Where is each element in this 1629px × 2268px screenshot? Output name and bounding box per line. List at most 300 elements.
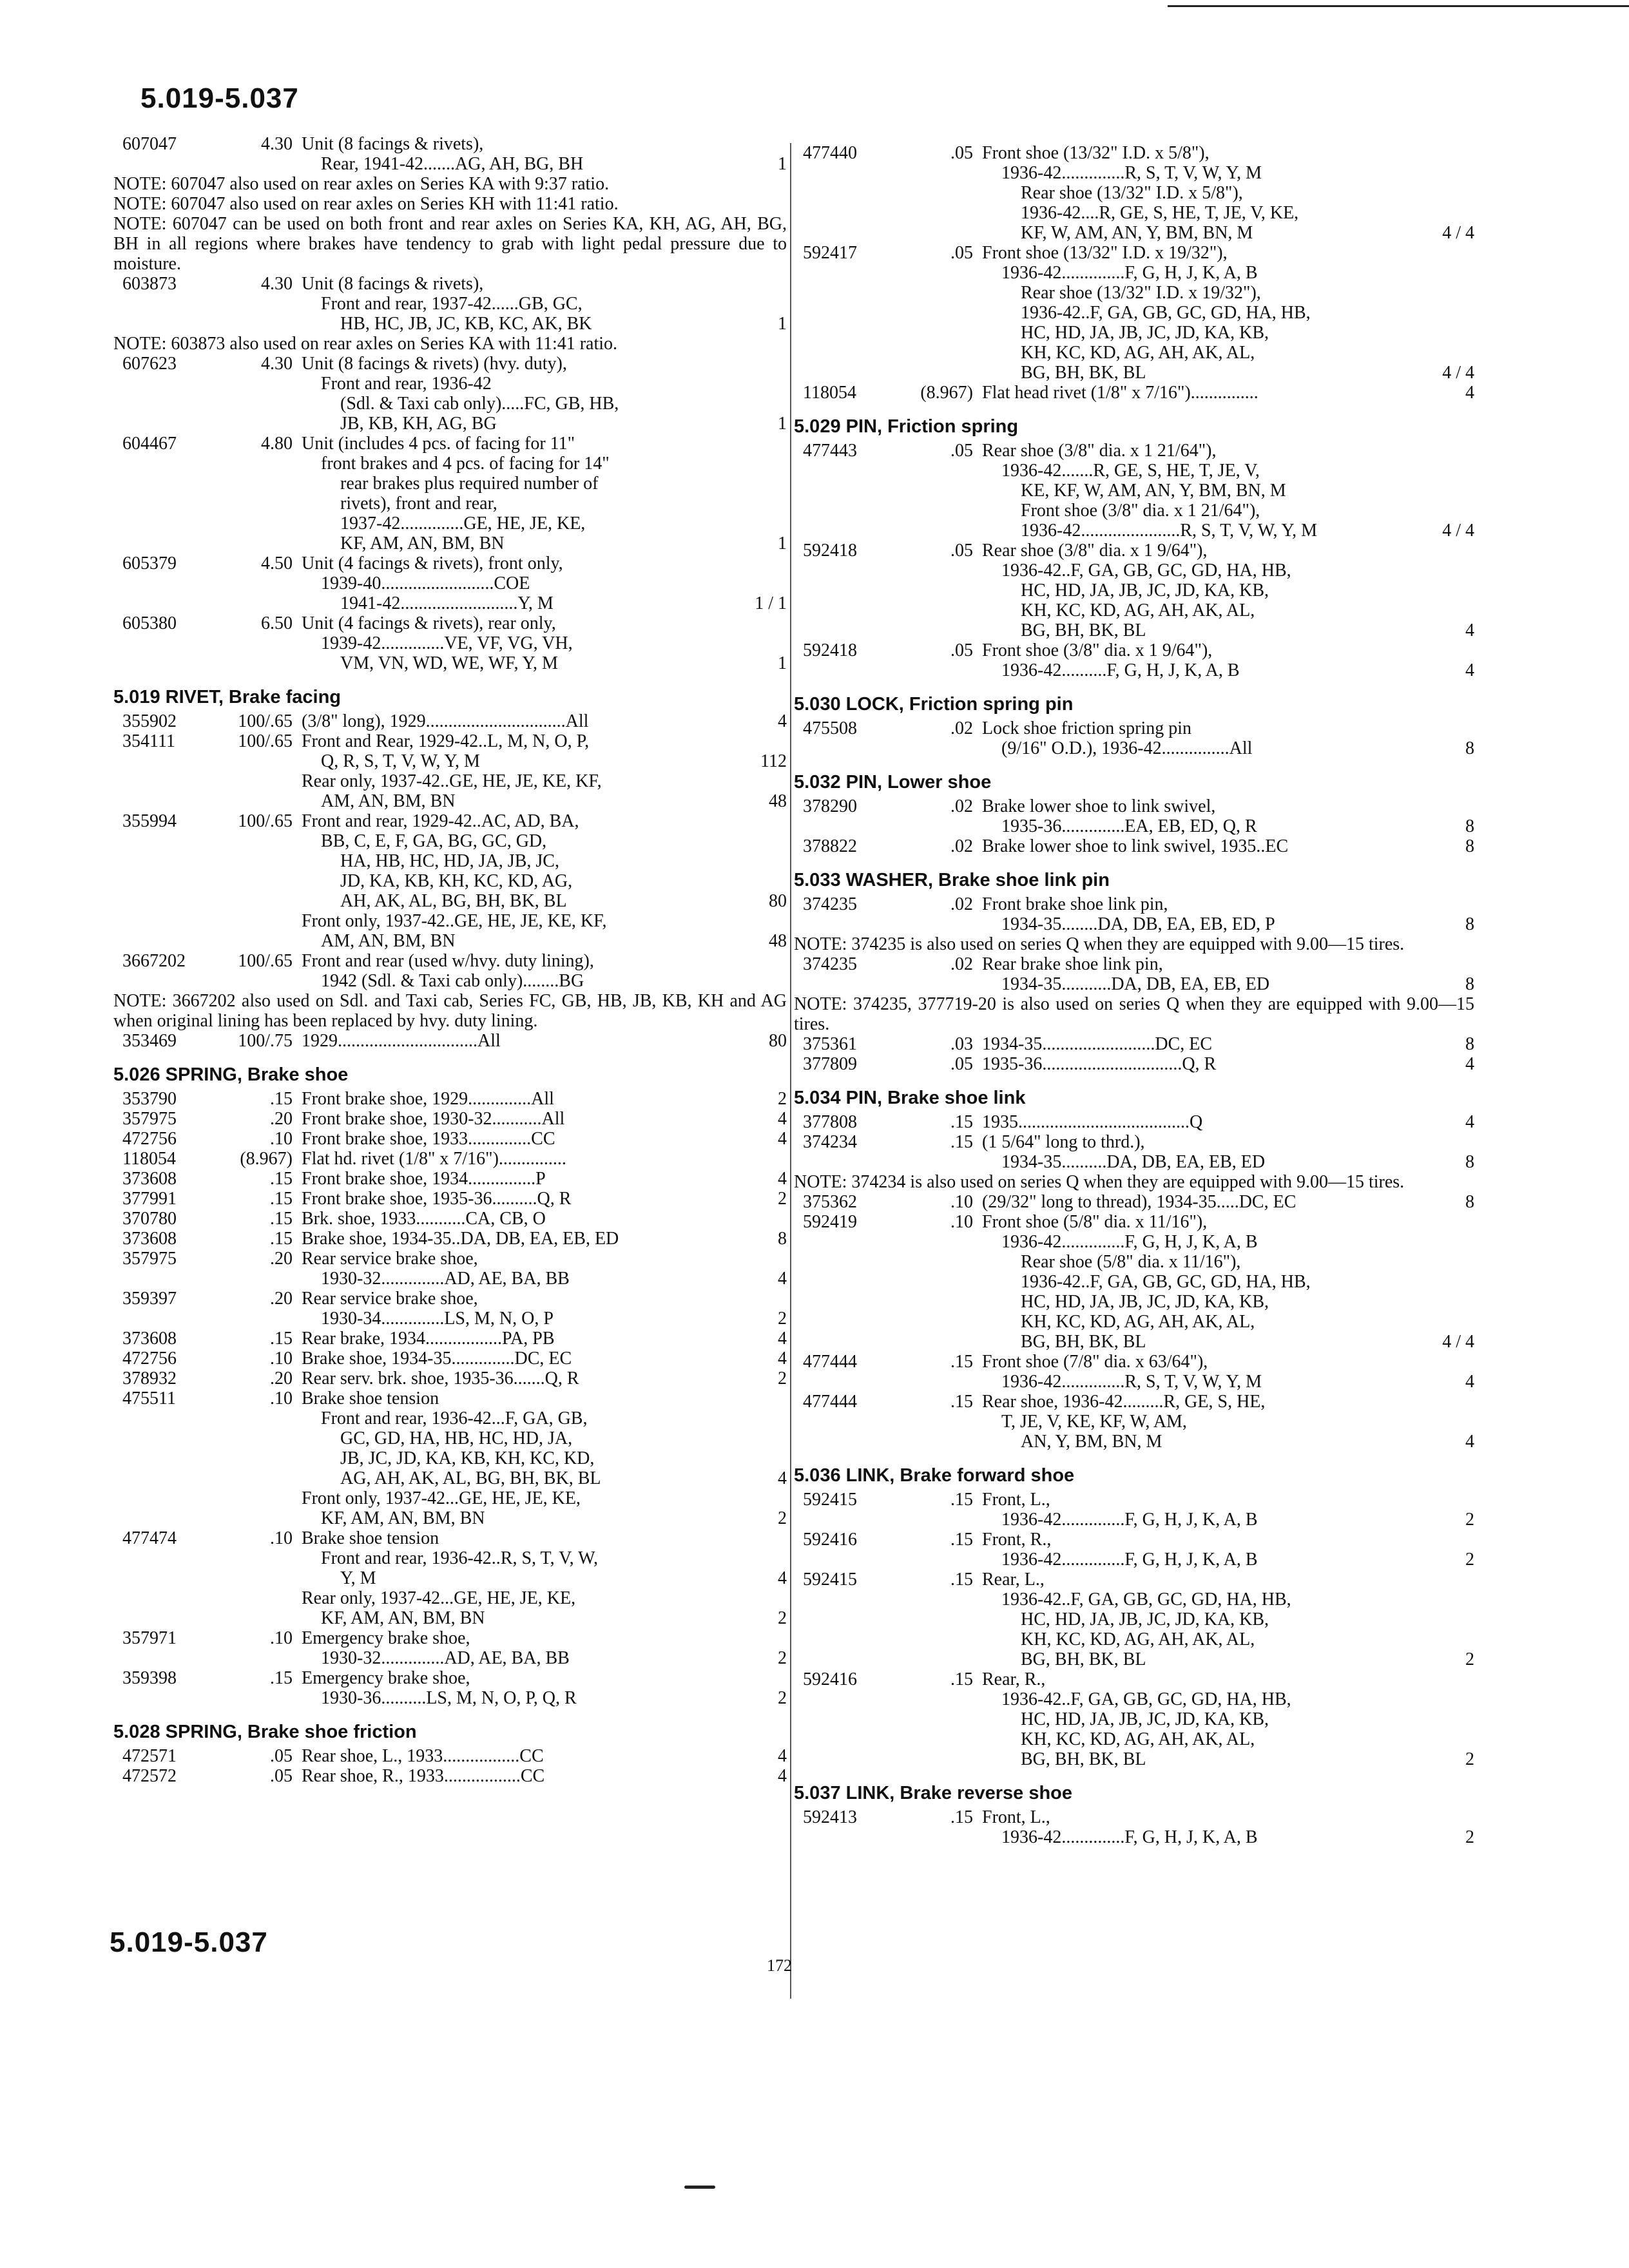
part-quantity: 2 bbox=[778, 1189, 787, 1209]
part-description bbox=[302, 731, 740, 771]
part-description bbox=[982, 640, 1428, 680]
description-line: Rear only, 1937-42..GE, HE, JE, KE, KF, bbox=[302, 771, 602, 791]
description-line: VM, VN, WD, WE, WF, Y, M bbox=[340, 653, 558, 673]
part-description bbox=[982, 541, 1428, 640]
description-line: Rear brake shoe link pin, bbox=[982, 954, 1163, 974]
part-description bbox=[302, 951, 740, 991]
part-description bbox=[982, 1212, 1428, 1352]
part-number: 592416 bbox=[803, 1669, 857, 1689]
description-line: Rear service brake shoe, bbox=[302, 1249, 478, 1269]
part-number: 592417 bbox=[803, 243, 857, 263]
part-description bbox=[982, 836, 1428, 856]
part-number: 359398 bbox=[122, 1668, 177, 1688]
parts-entry bbox=[113, 1149, 787, 1169]
description-line: 1936-42..............F, G, H, J, K, A, B bbox=[1001, 263, 1258, 283]
description-line: Front only, 1937-42..GE, HE, JE, KE, KF, bbox=[302, 911, 607, 931]
description-line: 1936-42.......R, GE, S, HE, T, JE, V, bbox=[1001, 461, 1260, 481]
description-line: 1936-42..............F, G, H, J, K, A, B bbox=[1001, 1827, 1258, 1847]
part-description bbox=[982, 441, 1428, 541]
part-quantity: 8 bbox=[1465, 836, 1474, 856]
description-line: Rear serv. brk. shoe, 1935-36.......Q, R bbox=[302, 1369, 579, 1389]
description-line: Rear shoe (3/8" dia. x 1 21/64"), bbox=[982, 441, 1217, 461]
part-quantity: 1 bbox=[778, 154, 787, 174]
description-line: Front shoe (5/8" dia. x 11/16"), bbox=[982, 1212, 1208, 1232]
part-number: 357975 bbox=[122, 1109, 177, 1129]
part-quantity: 4 bbox=[778, 1169, 787, 1189]
part-quantity: 4 bbox=[1465, 1054, 1474, 1074]
parts-entry bbox=[113, 1209, 787, 1229]
description-line: 1935......................................Q bbox=[982, 1112, 1203, 1132]
parts-entry bbox=[113, 553, 787, 613]
parts-entry bbox=[113, 1249, 787, 1289]
parts-entry bbox=[113, 1229, 787, 1249]
part-description bbox=[302, 1369, 740, 1389]
description-line: Unit (4 facings & rivets), front only, bbox=[302, 553, 563, 573]
description-line: Brake shoe, 1934-35..............DC, EC bbox=[302, 1349, 572, 1369]
part-description bbox=[302, 274, 740, 334]
section-heading: 5.036 LINK, Brake forward shoe bbox=[794, 1465, 1075, 1486]
part-description bbox=[302, 1389, 740, 1488]
section-heading: 5.028 SPRING, Brake shoe friction bbox=[113, 1722, 417, 1742]
part-description bbox=[982, 1669, 1428, 1769]
description-line: Front and Rear, 1929-42..L, M, N, O, P, bbox=[302, 731, 590, 751]
part-number: 607047 bbox=[122, 134, 177, 154]
part-number: 118054 bbox=[803, 383, 856, 403]
description-line: Y, M bbox=[340, 1568, 376, 1588]
part-price: .05 bbox=[950, 1054, 973, 1074]
note-text: NOTE: 603873 also used on rear axles on Series KA with 11:41 ratio. bbox=[113, 334, 618, 354]
description-line: KF, AM, AN, BM, BN bbox=[321, 1508, 485, 1528]
part-description bbox=[982, 143, 1428, 243]
description-line: 1937-42..............GE, HE, JE, KE, bbox=[340, 514, 586, 533]
part-description bbox=[982, 1392, 1428, 1452]
part-number: 373608 bbox=[122, 1169, 177, 1189]
part-quantity: 1 bbox=[778, 314, 787, 334]
part-description bbox=[302, 1329, 740, 1349]
description-line: 1934-35........DA, DB, EA, EB, ED, P bbox=[1001, 914, 1275, 934]
part-price: 4.30 bbox=[261, 354, 293, 374]
description-line: Rear brake, 1934.................PA, PB bbox=[302, 1329, 555, 1349]
description-line: 1934-35.........................DC, EC bbox=[982, 1034, 1212, 1054]
part-price: .10 bbox=[270, 1528, 293, 1548]
parts-entry bbox=[794, 954, 1474, 994]
part-description bbox=[982, 383, 1428, 403]
section-heading: 5.033 WASHER, Brake shoe link pin bbox=[794, 870, 1110, 890]
part-number: 472756 bbox=[122, 1129, 177, 1149]
part-price: 4.30 bbox=[261, 134, 293, 154]
part-price: .02 bbox=[950, 718, 973, 738]
part-price: .15 bbox=[950, 1352, 973, 1372]
description-line: 1936-42..............R, S, T, V, W, Y, M bbox=[1001, 1372, 1262, 1392]
part-price: 4.80 bbox=[261, 434, 293, 454]
part-description bbox=[982, 1490, 1428, 1530]
description-line: KH, KC, KD, AG, AH, AK, AL, bbox=[1021, 1312, 1255, 1332]
parts-entry bbox=[113, 1488, 787, 1528]
part-quantity: 4 / 4 bbox=[1442, 223, 1474, 243]
parts-entry bbox=[113, 1031, 787, 1051]
part-number: 592415 bbox=[803, 1570, 857, 1590]
description-line: Front, L., bbox=[982, 1490, 1050, 1510]
part-quantity: 80 bbox=[769, 891, 787, 911]
description-line: Unit (8 facings & rivets), bbox=[302, 274, 484, 294]
part-price: .15 bbox=[950, 1669, 973, 1689]
part-description bbox=[982, 1112, 1428, 1132]
parts-entry bbox=[113, 1189, 787, 1209]
description-line: Front shoe (13/32" I.D. x 19/32"), bbox=[982, 243, 1228, 263]
part-description bbox=[302, 771, 740, 811]
description-line: 1930-34..............LS, M, N, O, P bbox=[321, 1309, 554, 1329]
part-price: .15 bbox=[950, 1807, 973, 1827]
parts-entry bbox=[794, 1530, 1474, 1570]
description-line: AG, AH, AK, AL, BG, BH, BK, BL bbox=[340, 1468, 601, 1488]
description-line: Rear, 1941-42.......AG, AH, BG, BH bbox=[321, 154, 584, 174]
part-number: 603873 bbox=[122, 274, 177, 294]
part-price: .15 bbox=[270, 1329, 293, 1349]
part-quantity: 48 bbox=[769, 931, 787, 951]
part-description bbox=[982, 1570, 1428, 1669]
parts-entry bbox=[794, 640, 1474, 680]
description-line: Brake shoe tension bbox=[302, 1389, 439, 1408]
part-quantity: 8 bbox=[778, 1229, 787, 1249]
parts-entry bbox=[113, 1289, 787, 1329]
description-line: Emergency brake shoe, bbox=[302, 1668, 470, 1688]
parts-entry bbox=[113, 1628, 787, 1668]
part-quantity: 2 bbox=[1465, 1550, 1474, 1570]
note-text: NOTE: 607047 also used on rear axles on Series KH with 11:41 ratio. bbox=[113, 194, 619, 214]
part-number: 592416 bbox=[803, 1530, 857, 1550]
parts-entry bbox=[794, 836, 1474, 856]
description-line: JB, KB, KH, AG, BG bbox=[340, 414, 497, 434]
part-quantity: 48 bbox=[769, 791, 787, 811]
part-number: 3667202 bbox=[122, 951, 186, 971]
part-description bbox=[302, 1588, 740, 1628]
part-number: 370780 bbox=[122, 1209, 177, 1229]
part-number: 472571 bbox=[122, 1746, 177, 1766]
description-line: Front only, 1937-42...GE, HE, JE, KE, bbox=[302, 1488, 581, 1508]
parts-entry bbox=[113, 1109, 787, 1129]
description-line: HC, HD, JA, JB, JC, JD, KA, KB, bbox=[1021, 581, 1269, 601]
description-line: Front shoe (13/32" I.D. x 5/8"), bbox=[982, 143, 1210, 163]
parts-entry bbox=[794, 894, 1474, 934]
description-line: Emergency brake shoe, bbox=[302, 1628, 470, 1648]
part-description bbox=[302, 811, 740, 911]
part-number: 373608 bbox=[122, 1329, 177, 1349]
description-line: Rear shoe, 1936-42.........R, GE, S, HE, bbox=[982, 1392, 1266, 1412]
part-description bbox=[302, 1089, 740, 1109]
description-line: Rear shoe (13/32" I.D. x 19/32"), bbox=[1021, 283, 1261, 303]
part-price: .10 bbox=[950, 1212, 973, 1232]
part-number: 353790 bbox=[122, 1089, 177, 1109]
part-number bbox=[113, 1588, 210, 1628]
description-line: AH, AK, AL, BG, BH, BK, BL bbox=[340, 891, 567, 911]
page-range-header: 5.019-5.037 bbox=[140, 82, 299, 114]
description-line: Front brake shoe, 1935-36..........Q, R bbox=[302, 1189, 572, 1209]
part-quantity: 2 bbox=[778, 1089, 787, 1109]
part-number: 472572 bbox=[122, 1766, 177, 1786]
description-line: HC, HD, JA, JB, JC, JD, KA, KB, bbox=[1021, 1709, 1269, 1729]
parts-entry bbox=[794, 541, 1474, 640]
description-line: 1936-42....R, GE, S, HE, T, JE, V, KE, bbox=[1021, 203, 1299, 223]
description-line: Lock shoe friction spring pin bbox=[982, 718, 1192, 738]
part-number: 377991 bbox=[122, 1189, 177, 1209]
note-text: NOTE: 607047 also used on rear axles on Series KA with 9:37 ratio. bbox=[113, 174, 610, 194]
right-column bbox=[794, 143, 1474, 1847]
parts-entry bbox=[794, 796, 1474, 836]
part-description bbox=[302, 1289, 740, 1329]
description-line: 1939-40.........................COE bbox=[321, 573, 530, 593]
part-quantity: 2 bbox=[778, 1648, 787, 1668]
description-line: Brk. shoe, 1933...........CA, CB, O bbox=[302, 1209, 546, 1229]
part-price: .05 bbox=[950, 541, 973, 561]
part-number: 353469 bbox=[122, 1031, 177, 1051]
part-number: 377808 bbox=[803, 1112, 857, 1132]
part-price: .15 bbox=[950, 1112, 973, 1132]
description-line: Front and rear, 1929-42..AC, AD, BA, bbox=[302, 811, 579, 831]
description-line: GC, GD, HA, HB, HC, HD, JA, bbox=[340, 1428, 573, 1448]
part-price: .15 bbox=[270, 1089, 293, 1109]
description-line: KE, KF, W, AM, AN, Y, BM, BN, M bbox=[1021, 481, 1286, 501]
part-quantity: 4 bbox=[778, 1766, 787, 1786]
part-price: .10 bbox=[950, 1192, 973, 1212]
parts-entry bbox=[113, 1668, 787, 1708]
part-price bbox=[214, 911, 298, 951]
part-number: 357975 bbox=[122, 1249, 177, 1269]
description-line: BG, BH, BK, BL bbox=[1021, 620, 1146, 640]
description-line: Front shoe (7/8" dia. x 63/64"), bbox=[982, 1352, 1208, 1372]
description-line: Brake shoe tension bbox=[302, 1528, 439, 1548]
part-price: .15 bbox=[950, 1490, 973, 1510]
description-line: 1936-42..........F, G, H, J, K, A, B bbox=[1001, 660, 1240, 680]
description-line: Front brake shoe, 1934...............P bbox=[302, 1169, 546, 1189]
part-price: 100/.65 bbox=[238, 711, 293, 731]
part-price: .05 bbox=[950, 243, 973, 263]
description-line: KH, KC, KD, AG, AH, AK, AL, bbox=[1021, 1729, 1255, 1749]
bottom-mark bbox=[684, 2186, 715, 2189]
part-number: 355902 bbox=[122, 711, 177, 731]
description-line: Flat hd. rivet (1/8" x 7/16")............... bbox=[302, 1149, 566, 1169]
description-line: 1935-36..............EA, EB, ED, Q, R bbox=[1001, 816, 1257, 836]
part-number: 357971 bbox=[122, 1628, 177, 1648]
note-text: NOTE: 374234 is also used on series Q when they are equipped with 9.00—15 tires. bbox=[794, 1172, 1405, 1192]
description-line: BG, BH, BK, BL bbox=[1021, 1649, 1146, 1669]
part-number: 607623 bbox=[122, 354, 177, 374]
description-line: front brakes and 4 pcs. of facing for 14" bbox=[321, 454, 610, 474]
parts-entry bbox=[113, 1129, 787, 1149]
description-line: Rear shoe (13/32" I.D. x 5/8"), bbox=[1021, 183, 1243, 203]
description-line: Front, L., bbox=[982, 1807, 1050, 1827]
part-price: 100/.75 bbox=[238, 1031, 293, 1051]
part-number: 375361 bbox=[803, 1034, 857, 1054]
part-price: 4.30 bbox=[261, 274, 293, 294]
part-price: .02 bbox=[950, 954, 973, 974]
part-quantity: 2 bbox=[1465, 1510, 1474, 1530]
part-description bbox=[302, 1031, 740, 1051]
top-rule bbox=[1168, 5, 1629, 7]
part-price: .15 bbox=[950, 1392, 973, 1412]
part-price: .15 bbox=[270, 1189, 293, 1209]
part-description bbox=[982, 1352, 1428, 1392]
column-divider bbox=[790, 143, 791, 1999]
description-line: 1936-42..............F, G, H, J, K, A, B bbox=[1001, 1550, 1258, 1570]
description-line: Front shoe (3/8" dia. x 1 21/64"), bbox=[1021, 501, 1260, 521]
part-quantity: 1 bbox=[778, 533, 787, 553]
part-quantity: 8 bbox=[1465, 1192, 1474, 1212]
part-quantity: 4 bbox=[1465, 1432, 1474, 1452]
description-line: Front and rear, 1937-42......GB, GC, bbox=[321, 294, 583, 314]
description-line: Front shoe (3/8" dia. x 1 9/64"), bbox=[982, 640, 1213, 660]
description-line: Front, R., bbox=[982, 1530, 1052, 1550]
description-line: AN, Y, BM, BN, M bbox=[1021, 1432, 1162, 1452]
description-line: 1930-32..............AD, AE, BA, BB bbox=[321, 1648, 570, 1668]
description-line: T, JE, V, KE, KF, W, AM, bbox=[1001, 1412, 1187, 1432]
part-number: 604467 bbox=[122, 434, 177, 454]
section-heading: 5.029 PIN, Friction spring bbox=[794, 416, 1019, 437]
part-quantity: 4 / 4 bbox=[1442, 1332, 1474, 1352]
parts-entry bbox=[113, 1329, 787, 1349]
part-description bbox=[982, 954, 1428, 994]
part-price: .05 bbox=[270, 1746, 293, 1766]
part-description bbox=[982, 243, 1428, 383]
left-column bbox=[113, 134, 787, 1786]
parts-entry bbox=[113, 1089, 787, 1109]
part-quantity: 4 bbox=[778, 1329, 787, 1349]
part-description bbox=[982, 1192, 1428, 1212]
part-price: .10 bbox=[270, 1129, 293, 1149]
part-quantity: 4 bbox=[1465, 383, 1474, 403]
part-price bbox=[214, 1488, 298, 1528]
description-line: BG, BH, BK, BL bbox=[1021, 363, 1146, 383]
part-price: .20 bbox=[270, 1249, 293, 1269]
parts-entry bbox=[113, 911, 787, 951]
description-line: Unit (8 facings & rivets), bbox=[302, 134, 484, 154]
part-quantity: 1 bbox=[778, 414, 787, 434]
description-line: (3/8" long), 1929...............................All bbox=[302, 711, 589, 731]
description-line: HB, HC, JB, JC, KB, KC, AK, BK bbox=[340, 314, 592, 334]
parts-entry bbox=[794, 1490, 1474, 1530]
description-line: HC, HD, JA, JB, JC, JD, KA, KB, bbox=[1021, 1610, 1269, 1629]
part-price: 100/.65 bbox=[238, 731, 293, 751]
section-heading: 5.032 PIN, Lower shoe bbox=[794, 772, 992, 793]
part-description bbox=[302, 711, 740, 731]
part-price: 6.50 bbox=[261, 613, 293, 633]
parts-entry bbox=[113, 731, 787, 771]
description-line: 1934-35...........DA, DB, EA, EB, ED bbox=[1001, 974, 1270, 994]
parts-entry bbox=[113, 1588, 787, 1628]
part-number: 477443 bbox=[803, 441, 857, 461]
part-price: .15 bbox=[950, 1570, 973, 1590]
part-quantity: 2 bbox=[778, 1688, 787, 1708]
parts-entry bbox=[113, 274, 787, 334]
part-description bbox=[982, 1054, 1428, 1074]
description-line: Rear shoe, L., 1933.................CC bbox=[302, 1746, 544, 1766]
part-price: .03 bbox=[950, 1034, 973, 1054]
description-line: BG, BH, BK, BL bbox=[1021, 1749, 1146, 1769]
part-description bbox=[982, 1034, 1428, 1054]
part-description bbox=[302, 1129, 740, 1149]
description-line: 1936-42..............R, S, T, V, W, Y, M bbox=[1001, 163, 1262, 183]
part-description bbox=[302, 553, 740, 613]
description-line: KF, AM, AN, BM, BN bbox=[340, 533, 505, 553]
part-price: 4.50 bbox=[261, 553, 293, 573]
part-price: (8.967) bbox=[240, 1149, 293, 1169]
parts-entry bbox=[794, 718, 1474, 758]
section-heading: 5.030 LOCK, Friction spring pin bbox=[794, 694, 1074, 715]
note-text: NOTE: 3667202 also used on Sdl. and Taxi cab, Series FC, GB, HB, JB, KB, KH and AG when original lining has been replaced by hvy. duty lining. bbox=[113, 991, 787, 1031]
parts-entry bbox=[794, 1392, 1474, 1452]
description-line: Front and rear, 1936-42...F, GA, GB, bbox=[321, 1408, 588, 1428]
parts-entry bbox=[794, 143, 1474, 243]
description-line: 1939-42..............VE, VF, VG, VH, bbox=[321, 633, 573, 653]
description-line: JD, KA, KB, KH, KC, KD, AG, bbox=[340, 871, 573, 891]
description-line: (Sdl. & Taxi cab only).....FC, GB, HB, bbox=[340, 394, 619, 414]
description-line: 1936-42..F, GA, GB, GC, GD, HA, HB, bbox=[1021, 303, 1311, 323]
description-line: Front and rear, 1936-42 bbox=[321, 374, 492, 394]
part-price: (8.967) bbox=[920, 383, 973, 403]
part-quantity: 2 bbox=[1465, 1649, 1474, 1669]
part-number: 477474 bbox=[122, 1528, 177, 1548]
part-number: 354111 bbox=[122, 731, 175, 751]
part-quantity: 1 bbox=[778, 653, 787, 673]
part-description bbox=[302, 1528, 740, 1588]
description-line: 1936-42..F, GA, GB, GC, GD, HA, HB, bbox=[1001, 561, 1291, 581]
part-price: .10 bbox=[270, 1349, 293, 1369]
description-line: Rear service brake shoe, bbox=[302, 1289, 478, 1309]
part-quantity: 4 bbox=[778, 1109, 787, 1129]
part-price: .10 bbox=[270, 1389, 293, 1408]
description-line: HC, HD, JA, JB, JC, JD, KA, KB, bbox=[1021, 323, 1269, 343]
part-number: 375362 bbox=[803, 1192, 857, 1212]
parts-entry bbox=[113, 134, 787, 174]
page-number: 172 bbox=[767, 1956, 792, 1975]
description-line: Front and rear, 1936-42..R, S, T, V, W, bbox=[321, 1548, 599, 1568]
description-line: Front brake shoe, 1933..............CC bbox=[302, 1129, 555, 1149]
part-number: 592418 bbox=[803, 541, 857, 561]
part-description bbox=[302, 1766, 740, 1786]
parts-entry bbox=[794, 1570, 1474, 1669]
description-line: AM, AN, BM, BN bbox=[321, 791, 456, 811]
description-line: 1936-42......................R, S, T, V, W, Y, M bbox=[1021, 521, 1318, 541]
description-line: Brake shoe, 1934-35..DA, DB, EA, EB, ED bbox=[302, 1229, 619, 1249]
note-text: NOTE: 607047 can be used on both front and rear axles on Series KA, KH, AG, AH, BG, BH in all regions where brakes have tendency to grab with light pedal pressure due to moisture. bbox=[113, 214, 787, 274]
description-line: 1936-42..............F, G, H, J, K, A, B bbox=[1001, 1510, 1258, 1530]
parts-entry bbox=[794, 1807, 1474, 1847]
description-line: JB, JC, JD, KA, KB, KH, KC, KD, bbox=[340, 1448, 595, 1468]
parts-entry bbox=[794, 243, 1474, 383]
parts-entry bbox=[113, 1349, 787, 1369]
description-line: AM, AN, BM, BN bbox=[321, 931, 456, 951]
part-number bbox=[113, 911, 210, 951]
description-line: Unit (4 facings & rivets), rear only, bbox=[302, 613, 556, 633]
parts-entry bbox=[794, 1112, 1474, 1132]
description-line: Rear, R., bbox=[982, 1669, 1046, 1689]
parts-entry bbox=[113, 711, 787, 731]
description-line: Front and rear (used w/hvy. duty lining), bbox=[302, 951, 594, 971]
part-price: .15 bbox=[950, 1530, 973, 1550]
part-price: .15 bbox=[270, 1668, 293, 1688]
parts-entry bbox=[794, 1669, 1474, 1769]
description-line: Rear shoe (3/8" dia. x 1 9/64"), bbox=[982, 541, 1208, 561]
part-description bbox=[302, 911, 740, 951]
part-price: .05 bbox=[950, 441, 973, 461]
part-quantity: 8 bbox=[1465, 816, 1474, 836]
part-number bbox=[113, 1488, 210, 1528]
part-description bbox=[302, 1149, 740, 1169]
part-number: 355994 bbox=[122, 811, 177, 831]
description-line: KH, KC, KD, AG, AH, AK, AL, bbox=[1021, 601, 1255, 620]
part-description bbox=[302, 1746, 740, 1766]
description-line: BB, C, E, F, GA, BG, GC, GD, bbox=[321, 831, 547, 851]
part-number: 378822 bbox=[803, 836, 857, 856]
